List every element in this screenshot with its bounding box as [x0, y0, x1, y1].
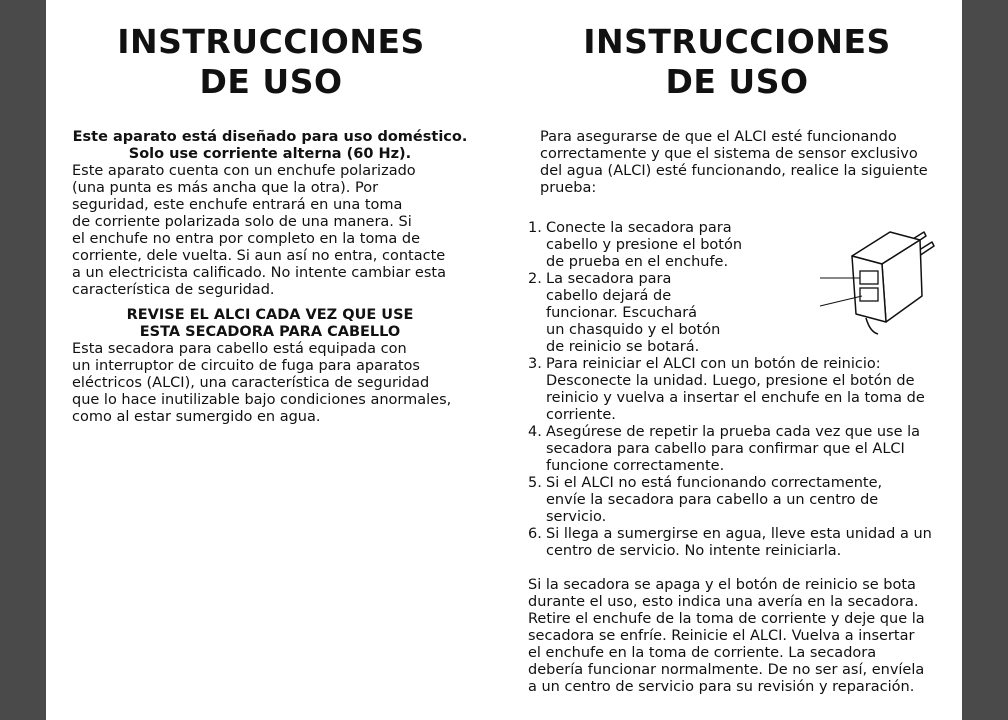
text-line: cabello y presione el botón	[546, 237, 743, 253]
text-line: envíe la secadora para cabello a un centro de	[546, 492, 879, 508]
text-line: funcione correctamente.	[546, 458, 725, 474]
text-line: Esta secadora para cabello está equipada con	[72, 341, 407, 357]
step-2-text	[546, 271, 720, 356]
text-line: característica de seguridad.	[72, 282, 275, 298]
text-line: cabello dejará de	[546, 288, 672, 304]
text-line: Retire el enchufe de la toma de corriente y deje que la	[528, 611, 925, 627]
text-line: La secadora para	[546, 271, 672, 287]
step-number: 2.	[528, 271, 542, 287]
step-3-text	[546, 356, 925, 424]
text-line: a un electricista calificado. No intente cambiar esta	[72, 265, 446, 281]
text-line: del agua (ALCI) esté funcionando, realice la siguiente	[540, 163, 928, 179]
text-line: correctamente y que el sistema de sensor exclusivo	[540, 146, 918, 162]
text-line: Asegúrese de repetir la prueba cada vez que use la	[546, 424, 921, 440]
left-title-line: DE USO	[199, 62, 343, 101]
text-line: el enchufe en la toma de corriente. La secadora	[528, 645, 877, 661]
text-line: Si llega a sumergirse en agua, lleve esta unidad a un	[546, 526, 932, 542]
right-intro-paragraph	[540, 129, 940, 197]
step-1-text	[546, 220, 742, 271]
heading-line: REVISE EL ALCI CADA VEZ QUE USE	[126, 307, 414, 323]
left-heading-alci-check	[66, 307, 474, 341]
text-line: como al estar sumergido en agua.	[72, 409, 321, 425]
text-line: Conecte la secadora para	[546, 220, 732, 236]
step-number: 1.	[528, 220, 542, 236]
text-line: durante el uso, esto indica una avería en la secadora.	[528, 594, 919, 610]
text-line: Para asegurarse de que el ALCI esté funcionando	[540, 129, 897, 145]
text-line: Si la secadora se apaga y el botón de reinicio se bota	[528, 577, 916, 593]
left-alci-paragraph	[72, 341, 472, 426]
text-line: secadora para cabello para confirmar que el ALCI	[546, 441, 905, 457]
reset-button	[860, 288, 878, 301]
text-line: Este aparato cuenta con un enchufe polarizado	[72, 163, 416, 179]
text-line: corriente.	[546, 407, 616, 423]
text-line: Si el ALCI no está funcionando correctamente,	[546, 475, 883, 491]
heading-line: ESTA SECADORA PARA CABELLO	[139, 324, 401, 340]
text-line: un chasquido y el botón	[546, 322, 721, 338]
test-button	[860, 271, 878, 284]
right-title	[552, 22, 922, 102]
heading-line: Solo use corriente alterna (60 Hz).	[128, 146, 412, 162]
text-line: debería funcionar normalmente. De no ser así, envíela	[528, 662, 925, 678]
text-line: (una punta es más ancha que la otra). Por	[72, 180, 379, 196]
text-line: el enchufe no entra por completo en la toma de	[72, 231, 421, 247]
step-number: 3.	[528, 356, 542, 372]
text-line: funcionar. Escuchará	[546, 305, 698, 321]
left-title-line: INSTRUCCIONES	[117, 22, 425, 61]
text-line: a un centro de servicio para su revisión y reparación.	[528, 679, 915, 695]
step-number: 4.	[528, 424, 542, 440]
text-line: prueba:	[540, 180, 597, 196]
text-line: reinicio y vuelva a insertar el enchufe en la toma de	[546, 390, 925, 406]
text-line: seguridad, este enchufe entrará en una toma	[72, 197, 403, 213]
step-6-text	[546, 526, 932, 560]
text-line: Para reiniciar el ALCI con un botón de reinicio:	[546, 356, 881, 372]
right-title-line: DE USO	[665, 62, 809, 101]
text-line: corriente, dele vuelta. Si aun así no entra, contacte	[72, 248, 446, 264]
step-5-text	[546, 475, 882, 526]
step-number: 5.	[528, 475, 542, 491]
text-line: Desconecte la unidad. Luego, presione el botón de	[546, 373, 915, 389]
left-title	[86, 22, 456, 102]
step-number: 6.	[528, 526, 542, 542]
alci-plug-illustration	[816, 218, 936, 348]
text-line: secadora se enfríe. Reinicie el ALCI. Vuelva a insertar	[528, 628, 915, 644]
text-line: que lo hace inutilizable bajo condiciones anormales,	[72, 392, 452, 408]
text-line: de prueba en el enchufe.	[546, 254, 729, 270]
heading-line: Este aparato está diseñado para uso doméstico.	[72, 129, 468, 145]
left-polarized-plug-paragraph	[72, 163, 472, 299]
right-closing-paragraph	[528, 577, 948, 696]
step-4-text	[546, 424, 920, 475]
text-line: un interruptor de circuito de fuga para aparatos	[72, 358, 420, 374]
text-line: eléctricos (ALCI), una característica de seguridad	[72, 375, 430, 391]
text-line: servicio.	[546, 509, 607, 525]
left-heading-domestic	[66, 129, 474, 163]
text-line: de corriente polarizada solo de una manera. Si	[72, 214, 412, 230]
right-title-line: INSTRUCCIONES	[583, 22, 891, 61]
manual-page	[46, 0, 962, 720]
text-line: de reinicio se botará.	[546, 339, 700, 355]
text-line: centro de servicio. No intente reiniciarla.	[546, 543, 842, 559]
